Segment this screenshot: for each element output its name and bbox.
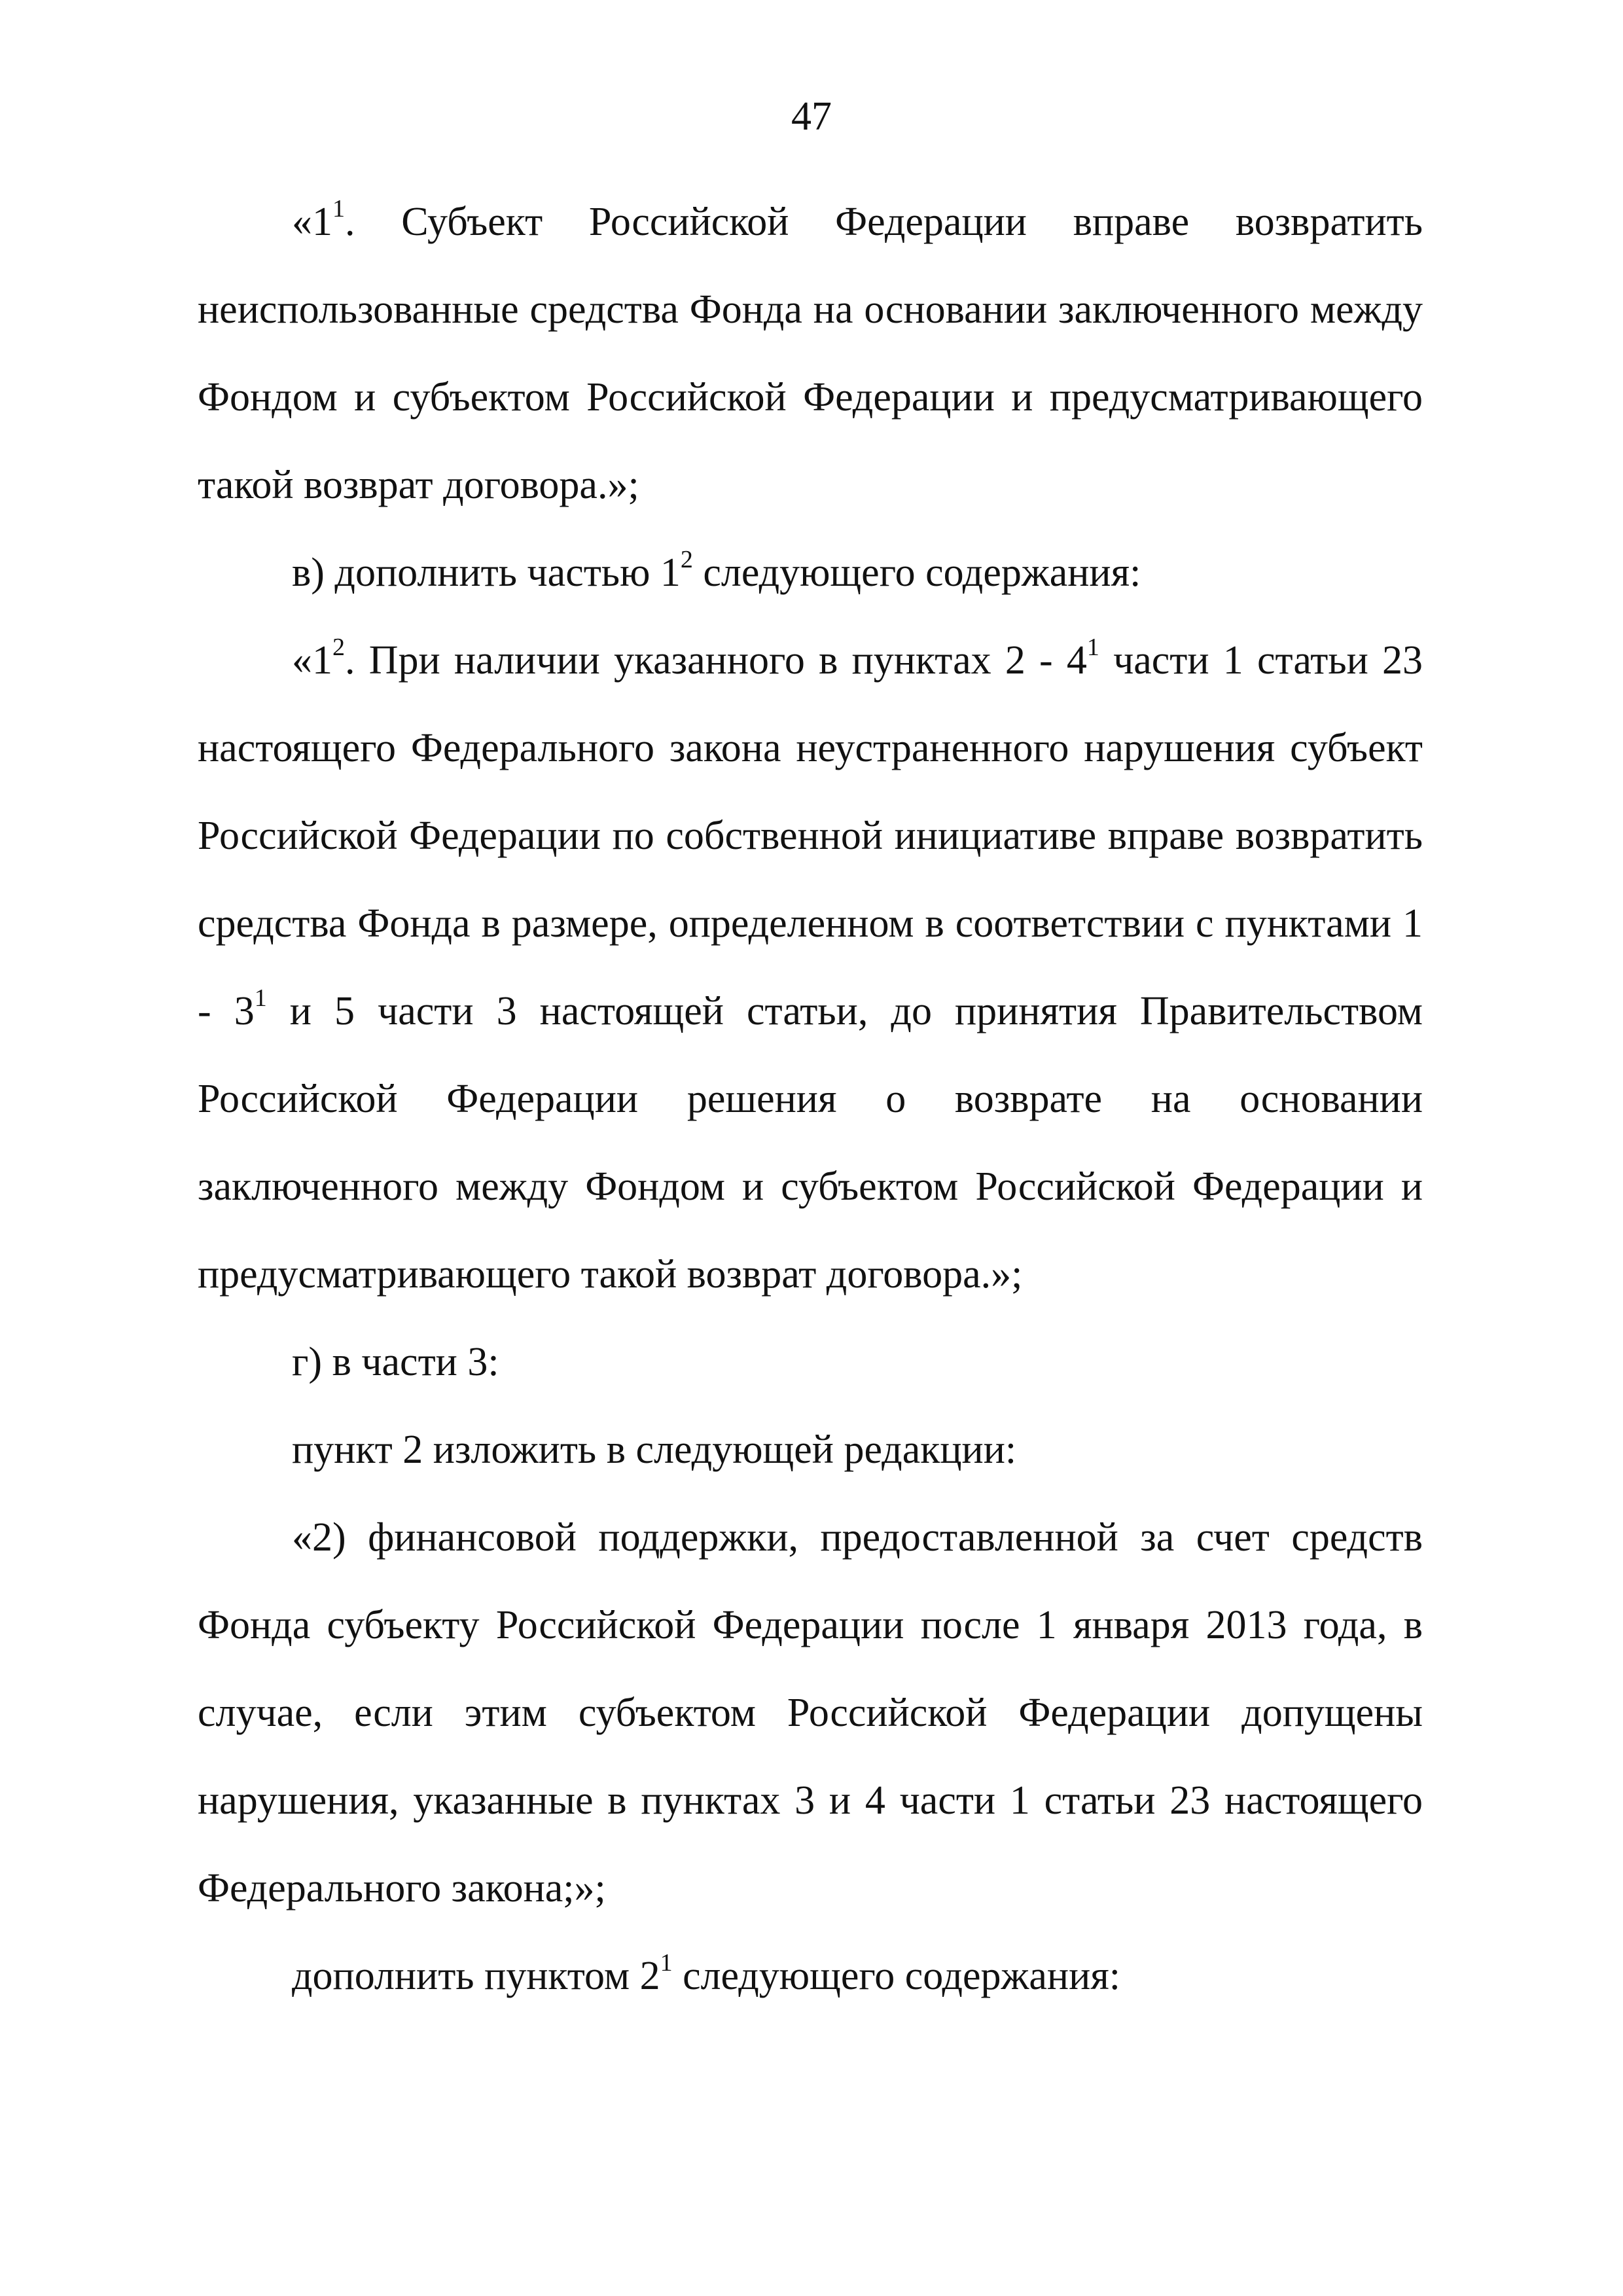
paragraph-text: . При наличии указанного в пунктах 2 - 4 bbox=[345, 638, 1087, 683]
superscript-index: 1 bbox=[254, 984, 267, 1013]
superscript-index: 1 bbox=[660, 1949, 673, 1977]
superscript-index: 1 bbox=[1086, 634, 1099, 662]
paragraph-text: дополнить пунктом 2 bbox=[292, 1954, 660, 1998]
superscript-index: 1 bbox=[332, 195, 345, 223]
paragraph-text: следующего содержания: bbox=[672, 1954, 1120, 1998]
superscript-index: 2 bbox=[332, 634, 345, 662]
superscript-index: 2 bbox=[680, 546, 693, 574]
paragraph-text: . Субъект Российской Федерации вправе возвратить неиспользованные средства Фонда на основании заключенного между Фондом и субъектом Российской Федерации и предусматривающего такой возврат договора.»; bbox=[198, 200, 1423, 507]
paragraph bbox=[198, 1318, 1423, 1406]
paragraph bbox=[198, 529, 1423, 617]
paragraph-text: и 5 части 3 настоящей статьи, до принятия Правительством Российской Федерации решения о возврате на основании заключенного между Фондом и субъектом Российской Федерации и предусматривающего такой возврат договора.»; bbox=[198, 989, 1423, 1297]
paragraph bbox=[198, 617, 1423, 1318]
page-number: 47 bbox=[791, 94, 832, 139]
paragraph bbox=[198, 1406, 1423, 1494]
paragraph-text: г) в части 3: bbox=[292, 1340, 499, 1384]
paragraph-text: «1 bbox=[292, 638, 332, 683]
paragraph-text: части 1 статьи 23 настоящего Федерального закона неустраненного нарушения субъект Российской Федерации по собственной инициативе вправе возвратить средства Фонда в размере, определенном в соответствии с пунктами 1 - 3 bbox=[198, 638, 1423, 1033]
paragraph bbox=[198, 1494, 1423, 1932]
paragraph-text: следующего содержания: bbox=[692, 550, 1141, 595]
paragraph-text: пункт 2 изложить в следующей редакции: bbox=[292, 1427, 1017, 1472]
paragraph bbox=[198, 1932, 1423, 2020]
paragraph bbox=[198, 178, 1423, 529]
paragraph-text: «1 bbox=[292, 200, 332, 244]
paragraph-text: в) дополнить частью 1 bbox=[292, 550, 681, 595]
paragraph-text: «2) финансовой поддержки, предоставленной за счет средств Фонда субъекту Российской Федерации после 1 января 2013 года, в случае, если этим субъектом Российской Федерации допущены нарушения, указанные в пунктах 3 и 4 части 1 статьи 23 настоящего Федерального закона;»; bbox=[198, 1515, 1423, 1910]
document-body bbox=[198, 178, 1423, 2020]
